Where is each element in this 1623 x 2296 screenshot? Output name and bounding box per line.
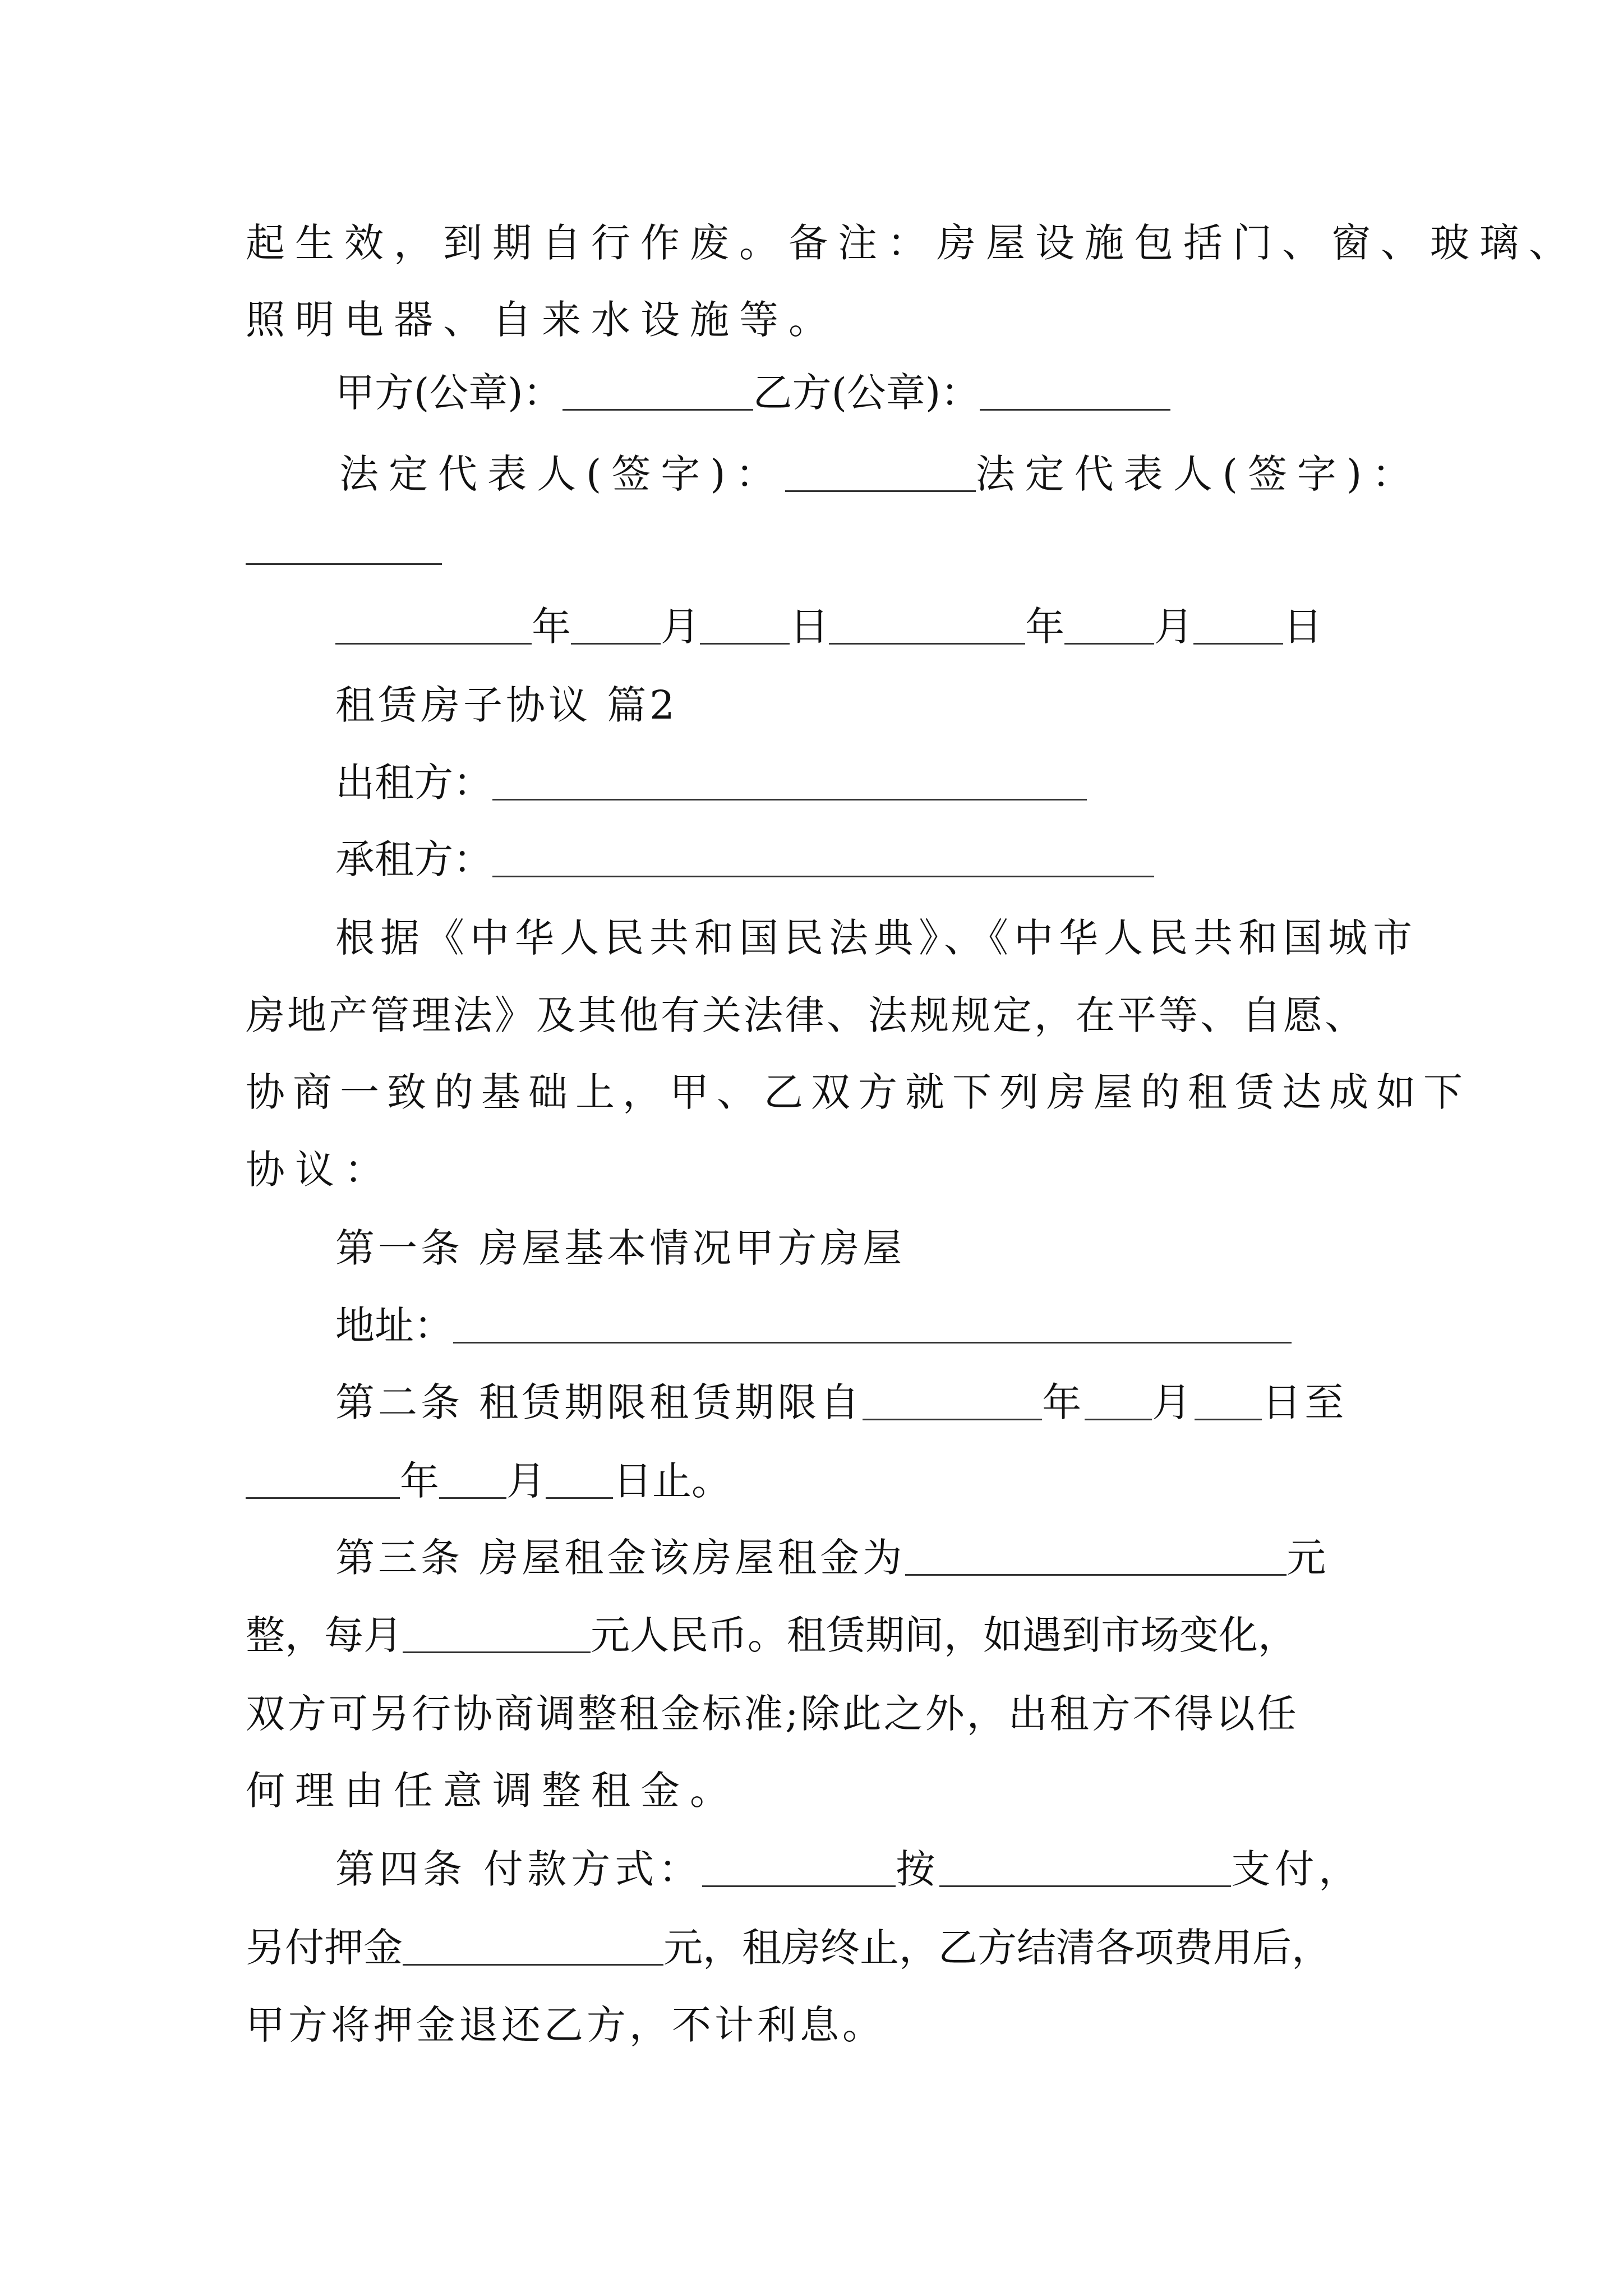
article-title: 第一条 房屋基本情况甲方房屋 xyxy=(335,1225,906,1271)
article-text: 另付押金 xyxy=(246,1925,403,1971)
day-label: 日 xyxy=(790,604,829,650)
lessee-line xyxy=(335,836,1154,882)
day-label: 日 xyxy=(1283,604,1322,650)
year-label: 年 xyxy=(532,604,571,650)
month-label: 月 xyxy=(1154,604,1193,650)
address-line xyxy=(335,1303,1292,1349)
blank-field xyxy=(980,376,1170,411)
article-line xyxy=(335,1846,1363,1892)
date-line xyxy=(335,604,1322,650)
blank-field xyxy=(905,1542,1287,1576)
text-line: 甲方将押金退还乙方，不计利息。 xyxy=(246,2002,885,2048)
party-b-seal-label: 乙方(公章)： xyxy=(753,370,980,416)
blank-field xyxy=(863,1386,1042,1420)
blank-field xyxy=(1193,610,1283,645)
article-line xyxy=(246,1458,731,1504)
article-text: 第二条 租赁期限租赁期限自 xyxy=(335,1379,863,1425)
article-text: 日至 xyxy=(1262,1379,1348,1425)
text-line: 根据《中华人民共和国民法典》、《中华人民共和国城市 xyxy=(335,915,1418,961)
blank-field xyxy=(1085,1386,1152,1420)
lessee-label: 承租方： xyxy=(335,836,492,882)
blank-field xyxy=(562,376,753,411)
article-line xyxy=(335,1535,1330,1581)
text-line: 房地产管理法》及其他有关法律、法规规定，在平等、自愿、 xyxy=(246,992,1366,1038)
year-label: 年 xyxy=(400,1458,439,1504)
lessor-line xyxy=(335,760,1087,806)
blank-field xyxy=(439,1465,506,1499)
blank-field xyxy=(246,1465,400,1499)
blank-field xyxy=(492,843,1154,877)
article-text: 第四条 付款方式： xyxy=(335,1846,703,1892)
article-text: 按 xyxy=(896,1846,940,1892)
blank-field xyxy=(571,610,661,645)
month-label: 月 xyxy=(506,1458,546,1504)
article-text: 元，租房终止，乙方结清各项费用后， xyxy=(663,1925,1331,1971)
article-line xyxy=(246,1612,1297,1658)
signature-line-rep xyxy=(339,451,1422,497)
text-line: 协议： xyxy=(246,1147,394,1193)
blank-field xyxy=(453,1309,1292,1343)
blank-field xyxy=(403,1619,591,1653)
address-label: 地址： xyxy=(335,1303,453,1349)
blank-field xyxy=(403,1931,663,1966)
blank-field xyxy=(939,1853,1231,1887)
text-line: 何理由任意调整租金。 xyxy=(246,1768,739,1814)
article-text: 元人民币。租赁期间，如遇到市场变化， xyxy=(591,1612,1297,1658)
month-label: 月 xyxy=(661,604,700,650)
lessor-label: 出租方： xyxy=(335,760,492,806)
blank-field xyxy=(1064,610,1154,645)
blank-field xyxy=(700,610,790,645)
blank-field xyxy=(829,610,1025,645)
article-line xyxy=(246,1925,1331,1971)
blank-field xyxy=(702,1853,896,1887)
blank-field xyxy=(246,561,442,565)
blank-field xyxy=(335,610,532,645)
party-b-rep-label: 法定代表人(签字)： xyxy=(975,451,1422,497)
article-text: 日止。 xyxy=(613,1458,731,1504)
article-text: 支付， xyxy=(1231,1846,1363,1892)
article-text: 整，每月 xyxy=(246,1612,403,1658)
blank-field xyxy=(492,766,1087,800)
blank-field xyxy=(785,458,976,492)
article-text: 第三条 房屋租金该房屋租金为 xyxy=(335,1535,906,1581)
party-a-rep-label: 法定代表人(签字)： xyxy=(339,451,785,497)
month-label: 月 xyxy=(1152,1379,1195,1425)
article-text: 元 xyxy=(1287,1535,1330,1581)
party-a-seal-label: 甲方(公章)： xyxy=(335,370,562,416)
article-line xyxy=(335,1379,1348,1425)
section-title: 租赁房子协议 篇2 xyxy=(335,682,678,728)
year-label: 年 xyxy=(1042,1379,1085,1425)
text-line: 照明电器、自来水设施等。 xyxy=(246,297,838,343)
text-line: 双方可另行协商调整租金标准;除此之外，出租方不得以任 xyxy=(246,1691,1299,1737)
signature-line-seal xyxy=(335,370,1170,416)
blank-field xyxy=(546,1465,613,1499)
year-label: 年 xyxy=(1025,604,1064,650)
text-line: 起生效，到期自行作废。备注：房屋设施包括门、窗、玻璃、 xyxy=(246,220,1578,266)
blank-field xyxy=(1195,1386,1262,1420)
text-line: 协商一致的基础上，甲、乙双方就下列房屋的租赁达成如下 xyxy=(246,1069,1470,1115)
